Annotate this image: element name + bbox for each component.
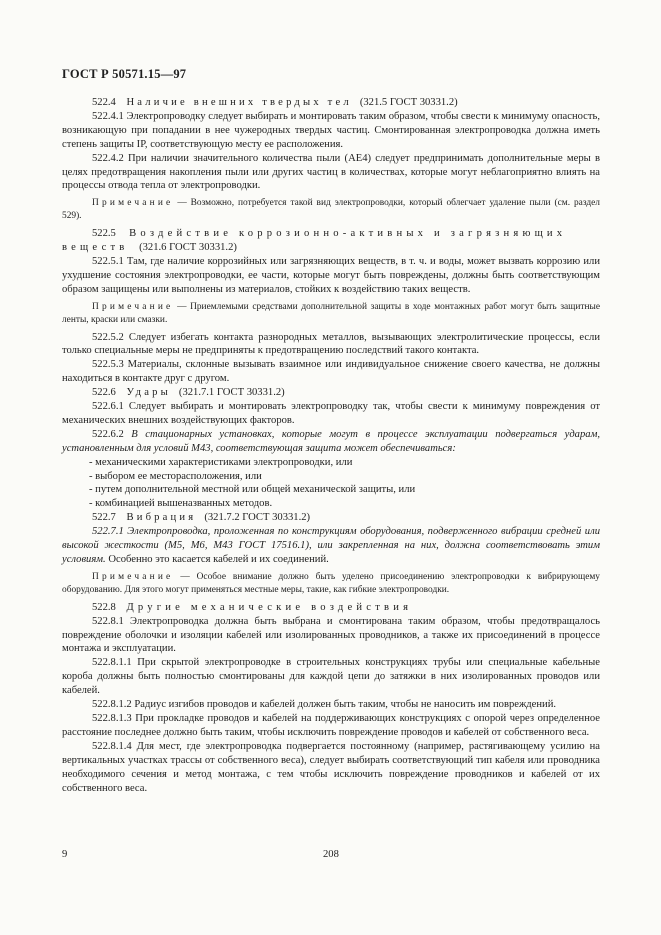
paragraph-522-8-1-1: 522.8.1.1 При скрытой электропроводке в строительных конструкциях трубы или специальные кабельные короба должны быть полностью смонтированы для каждой цепи до затяжки в них изолированных проводов или кабелей. xyxy=(62,657,600,697)
section-heading-522-8 xyxy=(62,601,600,615)
section-number: 522.8 xyxy=(92,601,116,613)
paragraph-522-4-1: 522.4.1 Электропроводку следует выбирать и монтировать таким образом, чтобы свести к минимуму опасность, возникающую при попадании в нее чужеродных твердых частиц. Смонтированная электропроводка должна иметь степень защиты IP, соответствующую месту ее расположения. xyxy=(62,110,600,150)
section-reference: (321.6 ГОСТ 30331.2) xyxy=(139,242,237,254)
paragraph-522-5-3: 522.5.3 Материалы, склонные вызывать взаимное или индивидуальное снижение своего качества, не должны находиться в контакте друг с другом. xyxy=(62,359,600,385)
list-item: - механическими характеристиками электропроводки, или xyxy=(89,456,353,468)
paragraph-522-5-2: 522.5.2 Следует избегать контакта разнородных металлов, вызывающих электролитические процессы, если только специальные меры не предприняты к предотвращению последствий такого контакта. xyxy=(62,331,600,357)
section-heading-522-6 xyxy=(62,386,600,400)
note-text: — Приемлемыми средствами дополнительной защиты в ходе монтажных работ могут быть защитные ленты, краски или смазки. xyxy=(62,301,600,325)
paragraph-number: 522.6.2 xyxy=(92,428,132,440)
list-item: - выбором ее месторасположения, или xyxy=(89,470,262,482)
paragraph-522-6-2 xyxy=(62,428,600,456)
paragraph-522-6-1: 522.6.1 Следует выбирать и монтировать электропроводку так, чтобы свести к минимуму повреждения от механических внешних воздействующих факторов. xyxy=(62,401,600,426)
section-title: Удары xyxy=(126,387,171,399)
paragraph-522-7-1 xyxy=(62,525,600,567)
note-text: — Возможно, потребуется такой вид электропроводки, который облегчает удаление пыли (см. раздел 529). xyxy=(62,198,600,222)
section-number: 522.7 xyxy=(92,512,116,524)
section-number: 522.4 xyxy=(92,97,116,108)
page-number-left: 9 xyxy=(62,849,68,860)
section-reference: (321.7.1 ГОСТ 30331.2) xyxy=(178,387,285,399)
note-3 xyxy=(62,571,600,597)
section-title: Вибрация xyxy=(126,512,197,524)
document-header: ГОСТ Р 50571.15—97 xyxy=(62,67,187,81)
section-reference: (321.7.2 ГОСТ 30331.2) xyxy=(204,512,311,524)
section-title: Наличие внешних твердых тел xyxy=(126,97,352,108)
paragraph-text: Особенно это касается кабелей и их соединений. xyxy=(105,554,329,565)
section-heading-522-5 xyxy=(62,227,600,255)
section-heading-522-7 xyxy=(62,511,600,525)
list-item: - путем дополнительной местной или общей механической защиты, или xyxy=(89,484,416,496)
section-number: 522.5 xyxy=(92,228,116,240)
document-body xyxy=(62,96,600,795)
note-label: Примечание xyxy=(92,198,174,209)
section-heading-522-4 xyxy=(62,96,600,110)
section-title: Воздействие коррозионно-активных и загрязняющих веществ xyxy=(62,228,567,254)
page-number-center: 208 xyxy=(323,849,339,860)
paragraph-522-8-1-2: 522.8.1.2 Радиус изгибов проводов и кабелей должен быть таким, чтобы не наносить им повреждений. xyxy=(92,699,557,711)
note-label: Примечание xyxy=(92,571,174,582)
paragraph-522-8-1-4: 522.8.1.4 Для мест, где электропроводка подвергается постоянному (например, растягивающему усилию на вертикальных участках трассы от собственного веса), следует выбирать соответствующий тип кабеля или проводника необходимого сечения и метод монтажа, с тем чтобы исключить повреждение проводников и кабелей от их собственного веса. xyxy=(62,740,600,794)
paragraph-italic-text: В стационарных установках, которые могут в процессе эксплуатации подвергаться ударам, установленным для условий М43, соответствующая защита может обеспечиваться: xyxy=(62,428,600,454)
paragraph-522-4-2: 522.4.2 При наличии значительного количества пыли (АЕ4) следует предпринимать дополнительные меры в целях предотвращения накопления пыли или других частиц в количествах, которые могут неблагоприятно влиять на процессы отвода тепла от электропроводки. xyxy=(62,152,600,192)
note-2 xyxy=(62,301,600,327)
section-number: 522.6 xyxy=(92,387,116,399)
paragraph-italic-text: 522.7.1 Электропроводка, проложенная по конструкциям оборудования, подверженного вибрации средней или высокой жесткости (М5, М6, М43 ГОСТ 17516.1), или закрепленная на них, должна соответствовать этим условиям. xyxy=(62,526,600,565)
note-text: — Особое внимание должно быть уделено присоединению электропроводки к вибрирующему оборудованию. Для этого могут применяться местные меры, такие, как гибкие электропроводки. xyxy=(62,571,600,595)
paragraph-522-5-1: 522.5.1 Там, где наличие коррозийных или загрязняющих веществ, в т. ч. и воды, может вызвать коррозию или ухудшение состояния электропроводки, ее части, которые могут быть повреждены, должны быть соответствующим образом защищены или выполнены из материалов, стойких к воздействию таких веществ. xyxy=(62,255,600,295)
list-item: - комбинацией вышеназванных методов. xyxy=(89,498,273,510)
paragraph-522-8-1: 522.8.1 Электропроводка должна быть выбрана и смонтирована таким образом, чтобы предотвращалось повреждение оболочки и изоляции кабелей или изолированных проводников, а также их присоединений в процессе монтажа и эксплуатации. xyxy=(62,615,600,655)
note-1 xyxy=(62,197,600,223)
note-label: Примечание xyxy=(92,301,174,312)
paragraph-522-8-1-3: 522.8.1.3 При прокладке проводов и кабелей на поддерживающих конструкциях с опорой через определенное расстояние последнее должно быть таким, чтобы исключить повреждение проводов и кабелей от собственного веса. xyxy=(62,712,600,738)
section-reference: (321.5 ГОСТ 30331.2) xyxy=(359,97,458,108)
section-title: Другие механические воздействия xyxy=(126,601,413,613)
